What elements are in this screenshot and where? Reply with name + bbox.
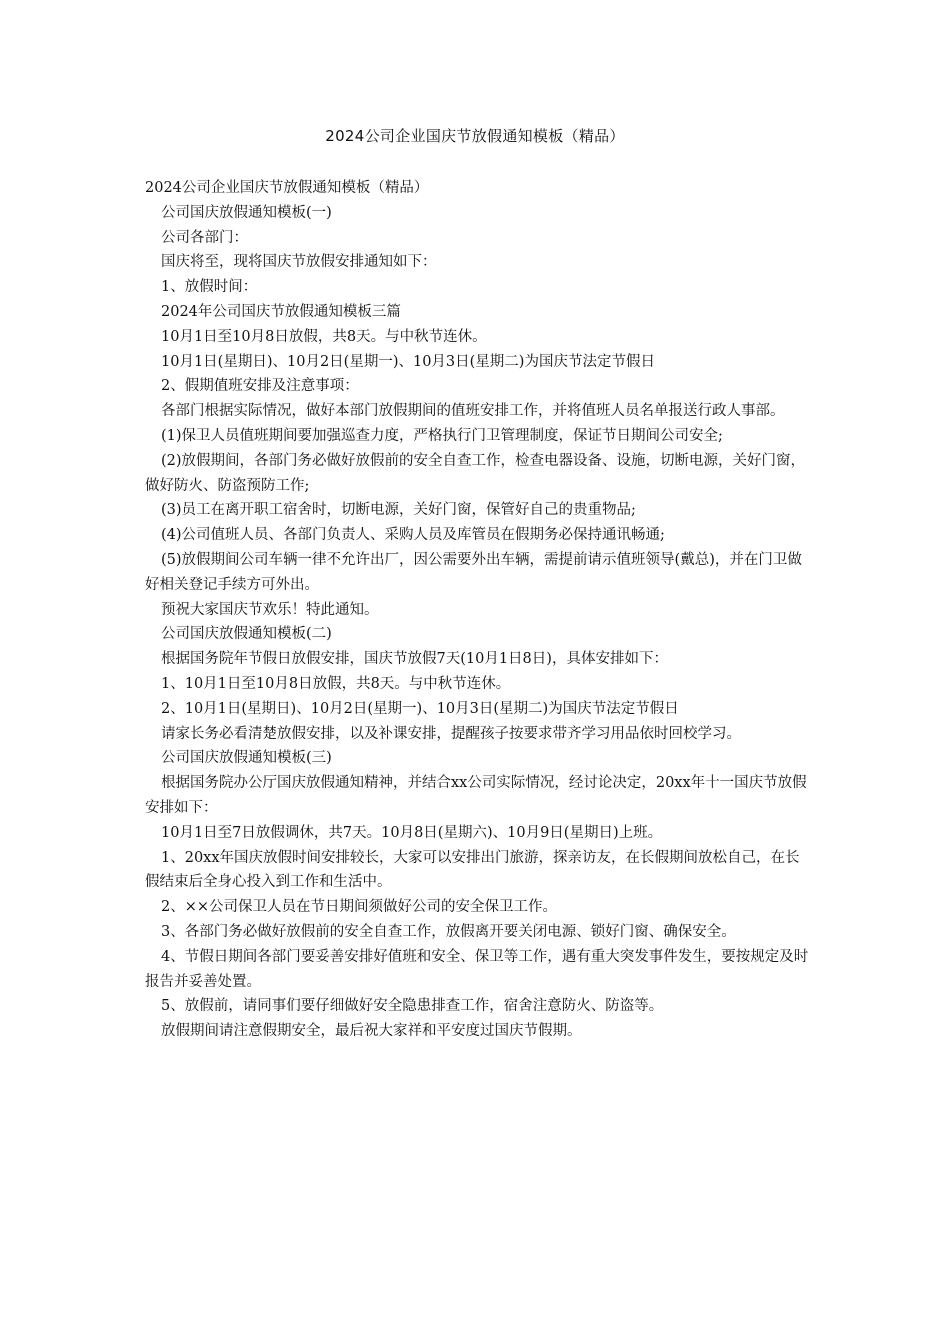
paragraph: 各部门根据实际情况，做好本部门放假期间的值班安排工作，并将值班人员名单报送行政人事部。 [161,403,785,420]
paragraph: 4、节假日期间各部门要妥善安排好值班和安全、保卫等工作，遇有重大突发事件发生，要按规定及时报告并妥善处置。 [145,948,809,990]
paragraph-template-1-title: 公司国庆放假通知模板(一) [161,204,332,221]
paragraph: 10月1日至7日放假调休，共7天。10月8日(星期六)、10月9日(星期日)上班。 [161,824,663,841]
paragraph: 2、××公司保卫人员在节日期间须做好公司的安全保卫工作。 [161,899,558,916]
document-title: 2024公司企业国庆节放假通知模板（精品） [325,127,625,145]
paragraph-closing-1: 预祝大家国庆节欢乐！特此通知。 [161,601,379,618]
paragraph: 3、各部门务必做好放假前的安全自查工作，放假离开要关闭电源、锁好门窗、确保安全。 [161,923,736,940]
paragraph-item-1: (1)保卫人员值班期间要加强巡查力度，严格执行门卫管理制度，保证节日期间公司安全; [161,427,723,444]
paragraph-heading: 2024公司企业国庆节放假通知模板（精品） [145,180,429,196]
paragraph-item-2: (2)放假期间，各部门务必做好放假前的安全自查工作，检查电器设备、设施，切断电源，关好门窗，做好防火、防盗预防工作; [145,452,806,494]
paragraph: 5、放假前，请同事们要仔细做好安全隐患排查工作，宿舍注意防火、防盗等。 [161,998,664,1015]
paragraph-salutation: 公司各部门： [161,229,248,246]
paragraph: 请家长务必看清楚放假安排，以及补课安排，提醒孩子按要求带齐学习用品依时回校学习。 [161,725,741,742]
paragraph: 2024年公司国庆节放假通知模板三篇 [161,303,401,320]
paragraph-template-2-title: 公司国庆放假通知模板(二) [161,626,332,643]
paragraph: 1、20xx年国庆放假时间安排较长，大家可以安排出门旅游，探亲访友，在长假期间放松自己，在长假结束后全身心投入到工作和生活中。 [145,849,800,891]
paragraph-item-4: (4)公司值班人员、各部门负责人、采购人员及库管员在假期务必保持通讯畅通; [161,527,665,544]
paragraph: 1、10月1日至10月8日放假，共8天。与中秋节连休。 [161,675,511,692]
paragraph-closing-3: 放假期间请注意假期安全，最后祝大家祥和平安度过国庆节假期。 [161,1023,582,1040]
paragraph-item-3: (3)员工在离开职工宿舍时，切断电源，关好门窗，保管好自己的贵重物品; [161,502,636,519]
paragraph: 根据国务院年节假日放假安排，国庆节放假7天(10月1日8日)，具体安排如下： [161,651,668,668]
paragraph-item-5: (5)放假期间公司车辆一律不允许出厂，因公需要外出车辆，需提前请示值班领导(戴总)，并在门卫做好相关登记手续方可外出。 [145,551,802,593]
paragraph: 10月1日至10月8日放假，共8天。与中秋节连休。 [161,328,487,345]
paragraph: 根据国务院办公厅国庆放假通知精神，并结合xx公司实际情况，经讨论决定，20xx年十一国庆节放假安排如下： [145,775,807,816]
paragraph-template-3-title: 公司国庆放假通知模板(三) [161,750,332,767]
document-body [145,176,811,1044]
paragraph-intro: 国庆将至，现将国庆节放假安排通知如下： [161,254,437,271]
paragraph-holiday-time: 1、放假时间： [161,279,258,296]
paragraph: 2、10月1日(星期日)、10月2日(星期一)、10月3日(星期二)为国庆节法定节假日 [161,700,679,717]
paragraph-duty-arrangement: 2、假期值班安排及注意事项： [161,378,359,395]
paragraph: 10月1日(星期日)、10月2日(星期一)、10月3日(星期二)为国庆节法定节假日 [161,353,655,370]
